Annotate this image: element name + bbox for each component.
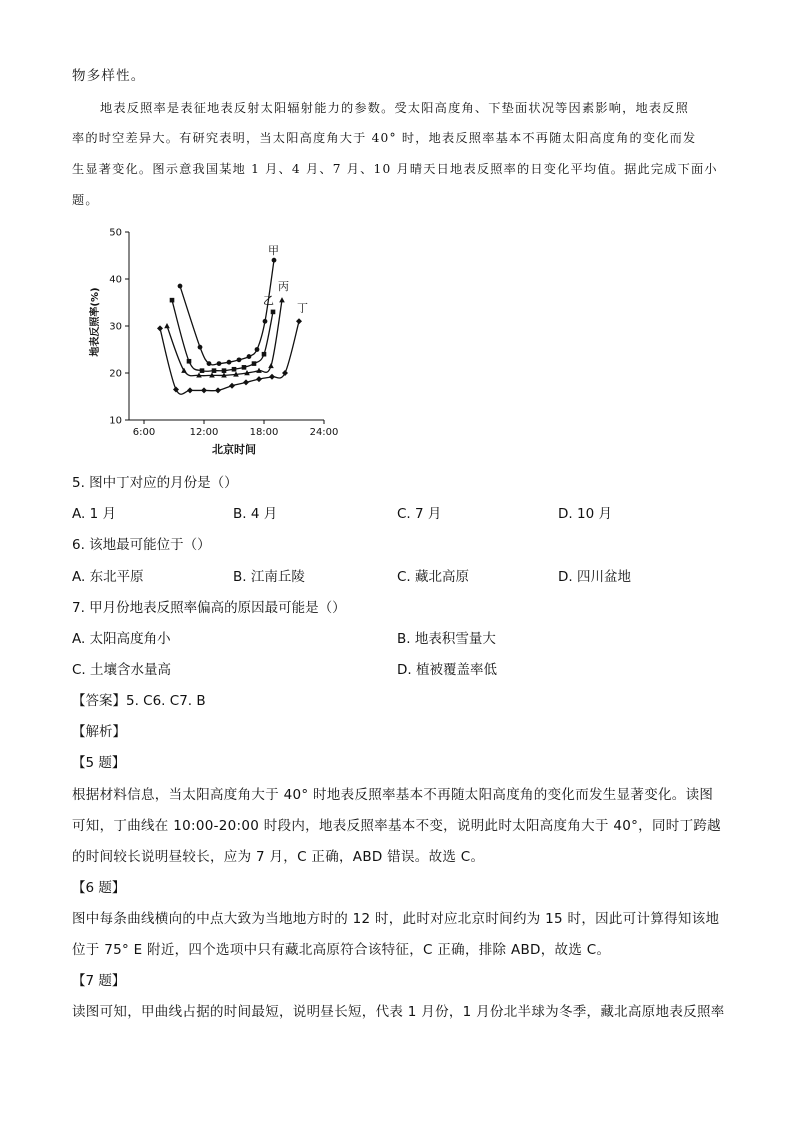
series-point-circle xyxy=(263,319,268,324)
intro-line-1: 地表反照率是表征地表反射太阳辐射能力的参数。受太阳高度角、下垫面状况等因素影响，地表反照 xyxy=(100,101,690,115)
x-tick-label: 6:00 xyxy=(132,427,156,438)
series-point-diamond xyxy=(215,387,221,393)
series-point-triangle xyxy=(164,323,170,328)
chart-x-axis-label: 北京时间 xyxy=(212,443,256,456)
series-point-diamond xyxy=(157,325,163,331)
q6-stem: 6. 该地最可能位于（） xyxy=(72,537,211,553)
series-point-square xyxy=(262,352,267,357)
series-point-diamond xyxy=(229,383,235,389)
series-line-3 xyxy=(167,300,282,376)
chart-series-labels xyxy=(263,244,308,314)
analysis-heading: 【解析】 xyxy=(72,724,126,740)
series-point-square xyxy=(200,368,205,373)
series-label-4: 丁 xyxy=(297,301,308,315)
q5-option-d[interactable]: D. 10 月 xyxy=(558,506,612,522)
series-point-circle xyxy=(247,354,252,359)
chart-y-axis-label: 地表反照率(%) xyxy=(90,287,101,357)
series-point-square xyxy=(222,368,227,373)
section-6-line-1: 图中每条曲线横向的中点大致为当地地方时的 12 时，此时对应北京时间约为 15 时，因此可计算得知该地 xyxy=(72,911,720,927)
section-6-line-2: 位于 75° E 附近，四个选项中只有藏北高原符合该特征，C 正确，排除 ABD，故选 C。 xyxy=(72,942,611,958)
q6-option-d[interactable]: D. 四川盆地 xyxy=(558,569,631,585)
intro-line-0: 物多样性。 xyxy=(72,68,146,84)
section-5-line-1: 根据材料信息，当太阳高度角大于 40° 时地表反照率基本不再随太阳高度角的变化而发生显著变化。读图 xyxy=(72,787,714,803)
q7-option-c[interactable]: C. 土壤含水量高 xyxy=(72,662,172,678)
series-point-diamond xyxy=(201,387,207,393)
series-label-3: 丙 xyxy=(278,280,289,294)
series-point-diamond xyxy=(256,376,262,382)
series-point-diamond xyxy=(173,386,179,392)
series-point-circle xyxy=(272,258,277,263)
section-6-title: 【6 题】 xyxy=(72,880,126,896)
albedo-chart xyxy=(84,222,354,462)
section-5-line-2: 可知，丁曲线在 10:00-20:00 时段内，地表反照率基本不变，说明此时太阳高度角大于 40°，同时丁跨越 xyxy=(72,818,721,834)
q6-option-b[interactable]: B. 江南丘陵 xyxy=(233,569,305,585)
intro-line-4: 题。 xyxy=(72,193,99,207)
y-tick-label: 50 xyxy=(109,227,122,239)
series-point-square xyxy=(212,368,217,373)
series-point-square xyxy=(170,298,175,303)
y-tick-label: 40 xyxy=(109,274,122,286)
series-point-square xyxy=(252,361,257,366)
q5-option-c[interactable]: C. 7 月 xyxy=(397,506,442,522)
series-point-circle xyxy=(227,360,232,365)
series-point-circle xyxy=(178,284,183,289)
section-7-title: 【7 题】 xyxy=(72,973,126,989)
series-point-square xyxy=(187,359,192,364)
series-point-circle xyxy=(217,361,222,366)
series-point-diamond xyxy=(187,387,193,393)
chart-axes xyxy=(129,232,324,420)
series-point-square xyxy=(242,365,247,370)
q7-option-a[interactable]: A. 太阳高度角小 xyxy=(72,631,171,647)
q7-option-d[interactable]: D. 植被覆盖率低 xyxy=(397,662,497,678)
series-point-circle xyxy=(198,345,203,350)
chart-series xyxy=(157,258,302,394)
q5-option-b[interactable]: B. 4 月 xyxy=(233,506,278,522)
y-tick-label: 10 xyxy=(109,415,122,427)
q6-option-a[interactable]: A. 东北平原 xyxy=(72,569,144,585)
series-point-circle xyxy=(255,347,260,352)
x-tick-label: 24:00 xyxy=(309,427,339,438)
intro-line-2: 率的时空差异大。有研究表明，当太阳高度角大于 40° 时，地表反照率基本不再随太阳高度角的变化而发 xyxy=(72,131,697,145)
q5-stem: 5. 图中丁对应的月份是（） xyxy=(72,475,238,491)
series-point-diamond xyxy=(282,370,288,376)
chart-ticks xyxy=(109,228,338,439)
section-7-line-1: 读图可知，甲曲线占据的时间最短，说明昼长短，代表 1 月份，1 月份北半球为冬季，藏北高原地表反照率 xyxy=(72,1004,725,1020)
series-point-diamond xyxy=(296,318,302,324)
y-tick-label: 20 xyxy=(109,368,122,380)
intro-line-3: 生显著变化。图示意我国某地 1 月、4 月、7 月、10 月晴天日地表反照率的日变化平均值。据此完成下面小 xyxy=(72,162,718,176)
x-tick-label: 18:00 xyxy=(249,427,279,438)
series-label-2: 乙 xyxy=(263,293,274,307)
q5-option-a[interactable]: A. 1 月 xyxy=(72,506,116,522)
series-point-square xyxy=(271,310,276,315)
section-5-line-3: 的时间较长说明昼较长，应为 7 月，C 正确，ABD 错误。故选 C。 xyxy=(72,849,485,865)
series-point-circle xyxy=(237,357,242,362)
series-point-diamond xyxy=(269,374,275,380)
section-5-title: 【5 题】 xyxy=(72,755,126,771)
y-tick-label: 30 xyxy=(109,321,122,333)
series-line-1 xyxy=(180,260,274,365)
q7-stem: 7. 甲月份地表反照率偏高的原因最可能是（） xyxy=(72,600,346,616)
x-tick-label: 12:00 xyxy=(189,427,219,438)
answer-line: 【答案】5. C6. C7. B xyxy=(72,693,206,709)
series-label-1: 甲 xyxy=(268,244,279,258)
q6-option-c[interactable]: C. 藏北高原 xyxy=(397,569,470,585)
series-point-diamond xyxy=(243,379,249,385)
series-point-triangle xyxy=(279,297,285,302)
series-point-circle xyxy=(207,361,212,366)
q7-option-b[interactable]: B. 地表积雪量大 xyxy=(397,631,496,647)
series-point-square xyxy=(232,367,237,372)
series-point-triangle xyxy=(268,363,274,368)
